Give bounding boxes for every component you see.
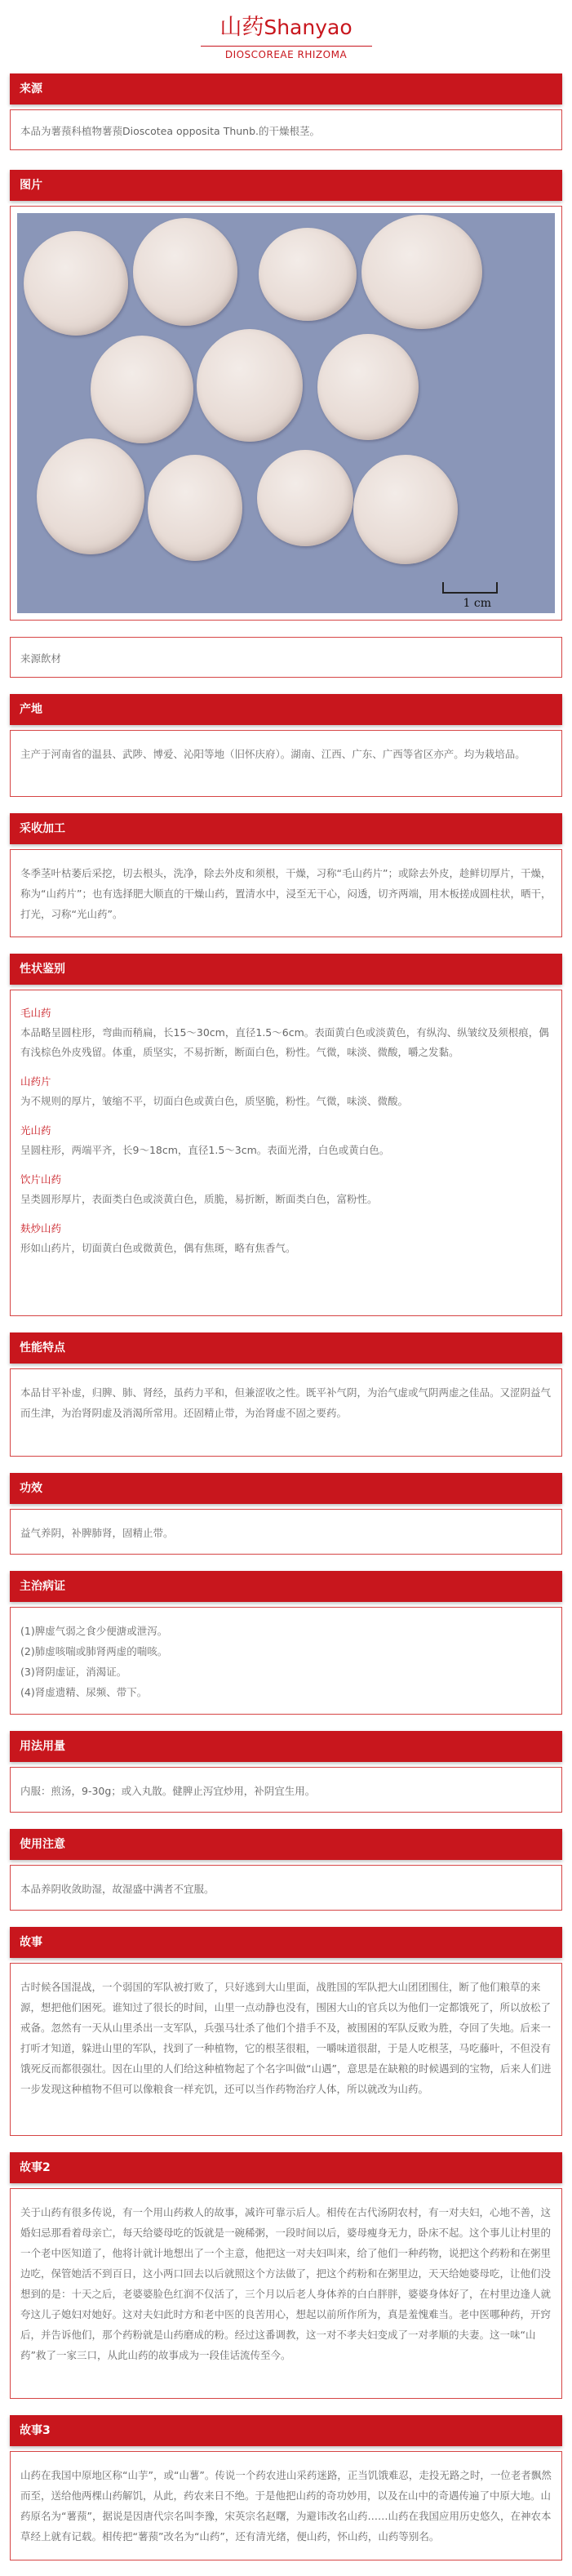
specimen-slice [259, 228, 357, 321]
specimen-slice [91, 336, 193, 443]
section-indications [10, 1571, 562, 1715]
item-text: 本品略呈圆柱形，弯曲而稍扁，长15～30cm，直径1.5～6cm。表面黄白色或淡黄色，有纵沟、纵皱纹及须根痕，偶有浅棕色外皮残留。体重，质坚实，不易折断，断面白色，粉性。气微，味淡、微酸，嚼之发黏。 [20, 1026, 549, 1058]
section-heading: 来源 [10, 73, 562, 105]
scale-bar [442, 582, 498, 594]
item-title: 光山药 [20, 1124, 51, 1137]
section-body [10, 1607, 562, 1715]
section-heading: 产地 [10, 694, 562, 725]
section-identification [10, 954, 562, 1316]
specimen-slice [317, 334, 419, 440]
specimen-slice [361, 215, 482, 329]
section-body: 本品养阴收敛助湿，故湿盛中满者不宜服。 [10, 1865, 562, 1911]
picture-caption: 来源飲材 [10, 637, 562, 678]
scale-label: 1 cm [463, 597, 491, 610]
section-story-3 [10, 2415, 562, 2560]
section-heading: 使用注意 [10, 1829, 562, 1860]
specimen-photo [17, 213, 555, 613]
title-chinese: 山药 [219, 15, 264, 40]
section-story-2 [10, 2152, 562, 2399]
specimen-slice [133, 218, 237, 326]
page-subtitle: DIOSCOREAE RHIZOMA [224, 49, 348, 60]
item-text: 呈类圆形厚片，表面类白色或淡黄白色，质脆，易折断，断面类白色，富粉性。 [20, 1193, 378, 1205]
section-processing [10, 813, 562, 937]
specimen-slice [37, 438, 144, 554]
section-body: 本品甘平补虚，归脾、肺、肾经，虽药力平和，但兼涩收之性。既平补气阴，为治气虚或气阴两虚之佳品。又涩阴益气而生津，为治肾阴虚及消渴所常用。还固精止带，为治肾虚不固之要药。 [10, 1368, 562, 1457]
section-body: 本品为薯蓣科植物薯蓣Dioscotea opposita Thunb.的干燥根茎。 [10, 109, 562, 150]
item-text: 形如山药片，切面黄白色或微黄色，偶有焦斑，略有焦香气。 [20, 1242, 296, 1254]
section-heading: 主治病证 [10, 1571, 562, 1602]
page-title [0, 15, 572, 41]
section-heading: 采收加工 [10, 813, 562, 844]
indication-line: (1)脾虚气弱之食少便溏或泄泻。 [20, 1625, 168, 1637]
specimen-slice [257, 450, 353, 546]
section-body: 主产于河南省的温县、武陟、博爱、沁阳等地（旧怀庆府）。湖南、江西、广东、广西等省区亦产。均为栽培品。 [10, 730, 562, 797]
section-body: 益气养阴，补脾肺肾，固精止带。 [10, 1509, 562, 1555]
indication-line: (4)肾虚遗精、尿频、带下。 [20, 1686, 148, 1698]
section-origin [10, 694, 562, 797]
title-pinyin: Shanyao [264, 16, 353, 39]
section-heading: 图片 [10, 170, 562, 201]
specimen-slice [353, 455, 458, 564]
section-heading: 故事2 [10, 2152, 562, 2183]
page-header [0, 0, 572, 60]
indication-line: (2)肺虚咳喘或肺肾两虚的喘咳。 [20, 1645, 168, 1657]
section-story-1 [10, 1927, 562, 2136]
specimen-slice [197, 329, 303, 442]
item-text: 为不规则的厚片，皱缩不平，切面白色或黄白色，质坚脆，粉性。气微，味淡、微酸。 [20, 1095, 409, 1107]
specimen-photo-frame [10, 206, 562, 621]
section-heading: 功效 [10, 1473, 562, 1504]
section-source [10, 73, 562, 150]
item-title: 毛山药 [20, 1007, 51, 1019]
section-heading: 性状鉴别 [10, 954, 562, 985]
section-dosage [10, 1731, 562, 1813]
indication-line: (3)肾阴虚证，消渴证。 [20, 1666, 127, 1678]
section-cautions [10, 1829, 562, 1911]
section-heading: 用法用量 [10, 1731, 562, 1762]
item-title: 麸炒山药 [20, 1222, 62, 1235]
section-heading: 性能特点 [10, 1332, 562, 1364]
specimen-slice [148, 455, 242, 561]
section-properties [10, 1332, 562, 1457]
section-heading: 故事3 [10, 2415, 562, 2446]
item-title: 饮片山药 [20, 1173, 62, 1186]
item-text: 呈圆柱形，两端平齐，长9～18cm，直径1.5～3cm。表面光滑，白色或黄白色。 [20, 1144, 390, 1156]
section-body: 冬季茎叶枯萎后采挖，切去根头，洗净，除去外皮和须根，干燥，习称“毛山药片”；或除去外皮，趁鲜切厚片，干燥，称为“山药片”；也有选择肥大顺直的干燥山药，置清水中，浸至无干心，闷透，切齐两端，用木板搓成圆柱状，晒干，打光，习称“光山药”。 [10, 849, 562, 937]
section-picture [10, 170, 562, 678]
section-body: 内服：煎汤，9-30g；或入丸散。健脾止泻宜炒用，补阴宜生用。 [10, 1767, 562, 1813]
specimen-slice [24, 231, 128, 336]
section-efficacy [10, 1473, 562, 1555]
section-body [10, 990, 562, 1316]
title-underline [201, 46, 372, 47]
section-body: 古时候各国混战，一个弱国的军队被打败了，只好逃到大山里面，战胜国的军队把大山团团围住，断了他们粮草的来源，想把他们困死。谁知过了很长的时间，山里一点动静也没有，围困大山的官兵以为他们一定都饿死了，所以放松了戒备。忽然有一天从山里杀出一支军队，兵强马壮杀了他们个措手不及，被围困的军队反败为胜，夺回了失地。后来一打听才知道，躲进山里的军队，找到了一种植物，它的根茎很粗，一嚼味道很甜，于是人吃根茎，马吃藤叶，不但没有饿死反而都很强壮。因在山里的人们给这种植物起了个名字叫做“山遇”，意思是在缺粮的时候遇到的宝物，后来人们进一步发现这种植物不但可以像粮食一样充饥，还可以当作药物治疗人体，所以就改为山药。 [10, 1963, 562, 2136]
section-body: 山药在我国中原地区称“山芋”，或“山薯”。传说一个药农进山采药迷路，正当饥饿难忍，走投无路之时，一位老者飘然而至，送给他两棵山药解饥，从此，药农来日不绝。于是他把山药的奇功妙用，以及在山中的奇遇传遍了中原大地。山药原名为“薯蓣”，据说是因唐代宗名叫李豫，宋英宗名赵曙，为避讳改名山药……山药在我国应用历史悠久，在神农本草经上就有记载。相传把“薯蓣”改名为“山药”，还有清光绪，便山药，怀山药，山药等别名。 [10, 2451, 562, 2560]
section-heading: 故事 [10, 1927, 562, 1958]
section-body: 关于山药有很多传说，有一个用山药救人的故事，减许可靠示后人。相传在古代汤阴农村，有一对夫妇，心地不善，这婚妇忌那看着母亲亡，每天给婆母吃的饭就是一碗稀粥，一段时间以后，婆母瘦身无力，卧床不起。这个事儿让村里的一个老中医知道了，他将计就计地想出了一个主意，他把这一对夫妇叫来，给了他们一种药物，说把这个药粉和在粥里边吃，保管她活不到百日，这小两口回去以后就照这个方法做了，把这个药粉和在粥里边，天天给她婆母吃，让他们没想到的是：十天之后，老婆婆脸色红润不仅活了，三个月以后老人身体养的白白胖胖，婆婆身体好了，在村里边逢人就夸这儿子媳妇对她好。这对夫妇此时方和老中医的良苦用心，想起以前所作所为，真是羞愧难当。老中医哪种药，开窍后，并告诉他们，那个药粉就是山药磨成的粉。经过这番调教，这一对不孝夫妇变成了一对孝顺的夫妻。这一味“山药”救了一家三口，从此山药的故事成为一段佳话流传至今。 [10, 2188, 562, 2399]
item-title: 山药片 [20, 1075, 51, 1088]
